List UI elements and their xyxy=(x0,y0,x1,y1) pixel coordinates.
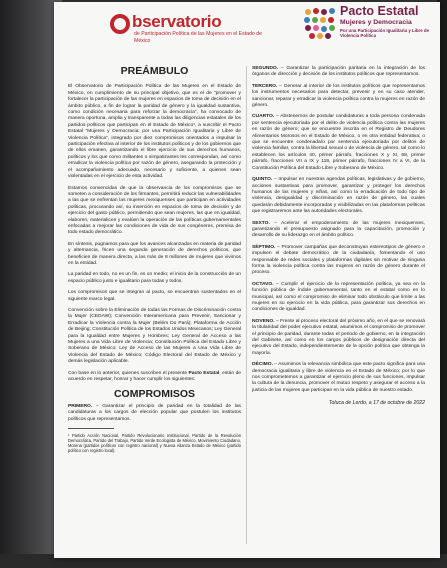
commitment-label: SÉPTIMO. xyxy=(252,244,276,250)
commitment-text: – Asumimos la relevancia simbólica que este pacto significa para una democracia igualitaria y libre de violencia en el Estado de México; por lo que nos comprometemos a garantizar el ejercicio pleno de sus funciones, impulsar la cultura de la denuncia, promover el mutuo respeto y asegurar el acceso a la justicia de las mujeres que participan en la vida pública de nuestro estado. xyxy=(252,362,425,393)
pacto-tagline: Por una Participación Igualitaria y Libre de Violencia Política xyxy=(340,28,430,39)
commitment-label: SEXTO. xyxy=(252,220,270,226)
left-column xyxy=(68,56,241,454)
observatorio-o-icon xyxy=(110,14,130,34)
pact-poster xyxy=(54,2,440,558)
commitment-text: – Acelerar el empoderamiento de las mujeres mexiquenses, garantizando el presupuesto asignado para la capacitación, promoción y desarrollo de su liderazgo en el ámbito político. xyxy=(252,220,425,239)
background-left xyxy=(0,0,62,568)
commitment-decimo xyxy=(252,362,425,394)
observatorio-logo xyxy=(110,12,263,48)
preamble-closing xyxy=(68,371,241,384)
commitment-text: – Cumplir el ejercicio de la representación política, ya sea en la función pública de índole gubernamental, tanto en el estatal como en lo municipal, así como el compromiso de eliminar todo obstáculo que limite a las mujeres en su ejercicio en la vida pública, para garantizar sus derechos en condiciones de igualdad. xyxy=(252,281,425,313)
commitment-octavo xyxy=(252,282,425,314)
commitment-label: OCTAVO. xyxy=(252,281,274,287)
commitment-text: – Promover campañas que deconstruyan estereotipos de género e impulsen el debate democrático de la ciudadanía, fomentando el uso responsable de redes sociales y plataformas digitales sin motivar de ninguna forma la violencia política contra las mujeres en razón de género durante el proceso. xyxy=(252,244,425,276)
commitment-label: TERCERO. xyxy=(252,83,278,89)
signoff-place-date: Toluca de Lerdo, a 17 de octubre de 2022 xyxy=(328,400,425,407)
commitment-noveno xyxy=(252,319,425,357)
pacto-estatal-logo xyxy=(302,4,434,46)
preamble-paragraph: La paridad en todo, no es un fin, es un medio; el inicio de la construcción de un espacio público justo e igualitario para todas y todos. xyxy=(68,272,241,284)
commitment-text: – Abstenernos de postular candidaturas a toda persona condenada por sentencia ejecutoriada por el delito de violencia política contra las mujeres en razón de género; que se encuentre inscrita en el Registro de Deudores Alimentarios Morosos en el Estado de México, o en otra entidad federativa; o que se encuentre condenada/o por sentencia ejecutoriada por delitos de violencia familiar, contra la libertad sexual o de violencia de género, tal como lo establecen los artículos 40, primer párrafo, fracciones X y XI, 68, primer párrafo, fracciones VII a IX y 119, primer párrafo, fracciones IV a VI, de la Constitución Política del Estado Libre y Soberano de México. xyxy=(252,114,425,171)
footnote-rule xyxy=(68,428,114,429)
preamble-paragraph: El Observatorio de Participación Política de las Mujeres en el Estado de México, en cumplimiento de su principal objetivo, que es el de “promover y fortalecer la participación de las mujeres en espacios de toma de decisión en el ámbito público, a fin de lograr la paridad de género y la igualdad sustantiva, como condición necesaria para reforzar la democracia”, ha convocado de manera oportuna, amplia y transparente a todas las diligencias estatales de los partidos políticos que participan en el Estado de México¹, a suscribir el Pacto Estatal “Mujeres y Democracia: por una Participación Igualitaria y Libre de Violencia Política”, integrado por diez compromisos orientados a impulsar la participación efectiva al interior de los institutos políticos y de los gobiernos que de ellos emanen, garantizando el libre ejercicio de sus derechos humanos, políticos y los que como militantes o simpatizantes les correspondan, así como erradicar la violencia política por razón de género, asegurando la protección y el acompañamiento adecuado, necesario y suficiente, a quienes sean violentadas en el ejercicio de esta actividad. xyxy=(68,84,241,180)
commitment-label: QUINTO. xyxy=(252,177,273,183)
people-mosaic-icon xyxy=(302,6,338,42)
preamble-title: PREÁMBULO xyxy=(120,65,189,77)
closing-text: , están de acuerdo en respetar, honrar y hacer cumplir los siguientes: xyxy=(68,370,242,383)
column-divider xyxy=(246,66,247,544)
commitment-text: – Garantizar la participación paritaria en la integración de los órganos de dirección y decisión de los institutos políticos que representamos. xyxy=(252,66,425,78)
preamble-paragraph: Estamos convencidas de que la observancia de los compromisos que se someten a consideración de los firmantes, permitirá reducir las vulnerabilidades a las que se enfrentan las mujeres mexiquenses que participan en actividades políticas, procurando así, su inserción en espacios de toma de decisión y de ejercicio del gasto público, permitiendo que sean mujeres, las que en igualdad, elaboren, materialicen y evalúen la operación de las políticas gubernamentales enfocadas a mejorar las condiciones de vida de sus congéneres, premisa de todo estado democrático. xyxy=(68,185,241,236)
preamble-paragraph: Los compromisos que se integran al pacto, se encuentran sustentados en el siguiente marco legal. xyxy=(68,290,241,302)
commitment-quinto xyxy=(252,177,425,215)
commitment-primero xyxy=(68,404,241,423)
commitment-label: SEGUNDO. xyxy=(252,66,279,71)
observatorio-wordmark: bservatorio xyxy=(132,12,222,31)
commitment-label: PRIMERO. xyxy=(68,403,93,409)
commitment-tercero xyxy=(252,84,425,110)
commitment-text: – Impulsar en nuestras agendas políticas, legislativas y de gobierno, acciones sustantivas para promover, garantizar y proteger los derechos humanos de las mujeres y niñas, así como la erradicación de todo tipo de violencia, desigualdad y discriminación en razón de género, las cuales quedarán debidamente incorporadas y visibilizadas en las plataformas políticas que registraremos ante las autoridades electorales. xyxy=(252,177,425,215)
commitment-sexto xyxy=(252,221,425,240)
closing-text: Con base en lo anterior, quienes suscriben el presente xyxy=(68,370,189,376)
commitment-label: DÉCIMO. xyxy=(252,362,273,368)
observatorio-subtitle: de Participación Política de las Mujeres en el Estado de México xyxy=(134,31,263,44)
commitment-segundo xyxy=(252,66,425,79)
commitment-text: – Generar al interior de los institutos políticos que representamos los instrumentos necesarios para detectar, prevenir y en su caso atender, sancionar, reparar y erradicar la violencia política contra la mujeres en razón de género. xyxy=(252,83,425,109)
right-column xyxy=(252,66,425,407)
pacto-subtitle: Mujeres y Democracia xyxy=(340,19,412,26)
commitment-cuarto xyxy=(252,114,425,172)
commitment-text: – Garantizar el principio de paridad en la totalidad de las candidaturas a los cargos de elección popular que postulen los institutos políticos que representamos. xyxy=(68,403,241,422)
commitment-label: CUARTO. xyxy=(252,114,275,120)
commitment-label: NOVENO. xyxy=(252,318,275,324)
commitment-text: – Frente al proceso electoral del próximo año, en el que se renovará la titularidad del poder ejecutivo estatal, asumimos el compromiso de promover el principio de paridad, durante todas el periodo de gobierno, en la integración del Gabinete, así como en los cargos públicos de designación directa del ejecutivo del Estado, independientemente de la opción política que obtenga la mayoría. xyxy=(252,318,425,356)
commitment-septimo xyxy=(252,245,425,277)
compromisos-title: COMPROMISOS xyxy=(113,388,196,401)
footnote: ¹ Partido Acción Nacional, Partido Revolucionario Institucional, Partido de la Revolución Democrática, Partido del Trabajo, Partido Verde Ecologista de México, Movimiento Ciudadano, Morena (partidos políticos con registro nacional) y Nueva Alianza Estado de México (partido político con registro local). xyxy=(68,432,241,454)
legal-framework-paragraph: Convención sobre la Eliminación de todas las Formas de Discriminación contra la Mujer (CEDAW); Convención Interamericana para Prevenir, Sancionar y Erradicar la Violencia contra la Mujer (Belém Do Pará); Plataforma de Acción de Beijing; Constitución Política de los Estados Unidos Mexicanos; Ley General para la Igualdad entre Mujeres y Hombres; Ley General de Acceso a las Mujeres a una Vida Libre de Violencia; Constitución Política del Estado Libre y Soberano de México; Ley de Acceso de las Mujeres a Una Vida Libre de Violencia del Estado de México; Código Electoral del Estado de México y demás legislación aplicable. xyxy=(68,308,241,365)
preamble-paragraph: En síntesis, pugnamos para que los avances alcanzados en materia de paridad y alternancia, fricen una segunda generación de derechos políticos, que beneficien de manera directa, a las más de 8 millones de mujeres que vivimos en la entidad. xyxy=(68,241,241,266)
closing-pact-name: Pacto Estatal xyxy=(188,370,220,376)
pacto-title: Pacto Estatal xyxy=(340,4,419,18)
